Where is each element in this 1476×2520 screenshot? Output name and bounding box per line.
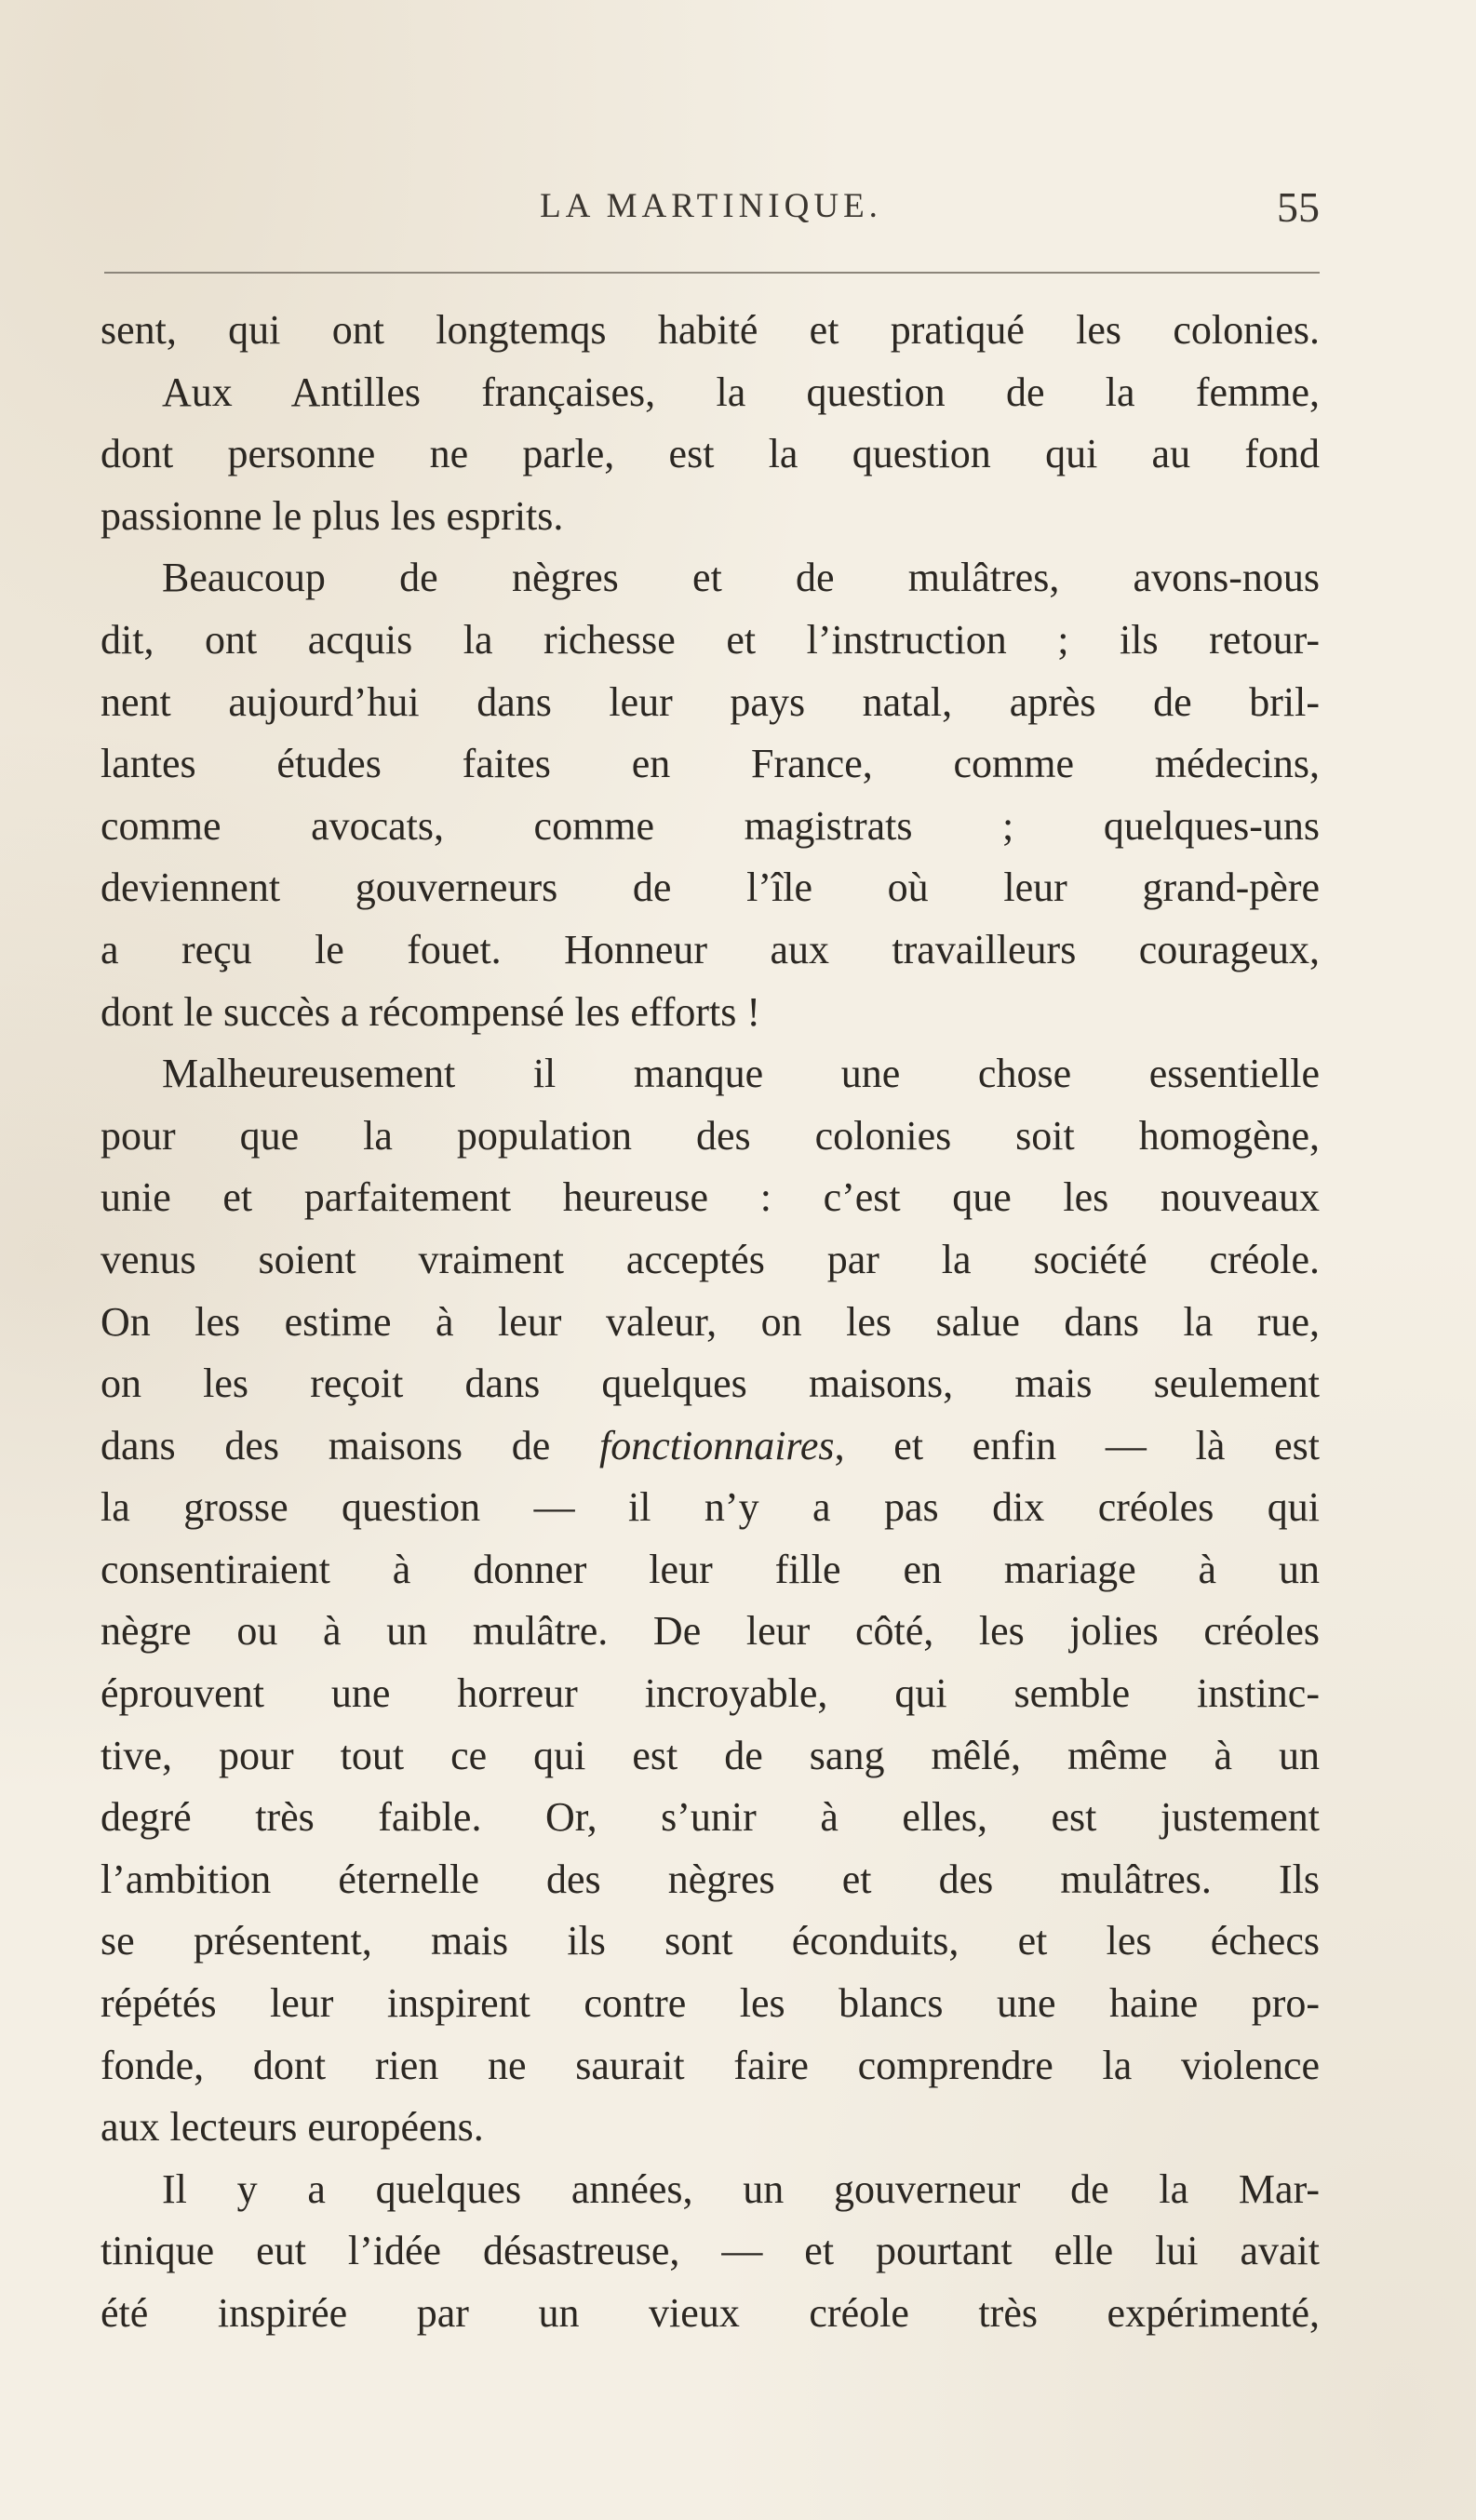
text-line: aux lecteurs européens. [101, 2104, 484, 2151]
text-line: dit, ont acquis la richesse et l’instruction ; ils retour- [101, 616, 1320, 663]
text-line: Malheureusement il manque une chose essentielle [162, 1051, 1320, 1097]
text-line: comme avocats, comme magistrats ; quelques-uns [101, 802, 1320, 849]
text-line: unie et parfaitement heureuse : c’est que les nouveaux [101, 1174, 1320, 1221]
text-line: dont personne ne parle, est la question qui au fond [101, 431, 1320, 477]
text-line: tive, pour tout ce qui est de sang mêlé, même à un [101, 1732, 1320, 1778]
text-line: tinique eut l’idée désastreuse, — et pourtant elle lui avait [101, 2228, 1320, 2274]
text-line: se présentent, mais ils sont éconduits, et les échecs [101, 1918, 1320, 1964]
text-line: passionne le plus les esprits. [101, 492, 564, 539]
running-title: LA MARTINIQUE. [540, 187, 882, 225]
text-line: dont le succès a récompensé les efforts ! [101, 988, 761, 1035]
text-line: pour que la population des colonies soit homogène, [101, 1112, 1320, 1159]
text-line: l’ambition éternelle des nègres et des mulâtres. Ils [101, 1856, 1320, 1902]
text-line: fonde, dont rien ne saurait faire comprendre la violence [101, 2042, 1320, 2088]
text-line: On les estime à leur valeur, on les salue dans la rue, [101, 1298, 1320, 1345]
text-line: nent aujourd’hui dans leur pays natal, après de bril- [101, 678, 1320, 725]
text-line: deviennent gouverneurs de l’île où leur grand-père [101, 865, 1320, 911]
text-line: Aux Antilles françaises, la question de la femme, [162, 369, 1320, 415]
text-line: nègre ou à un mulâtre. De leur côté, les jolies créoles [101, 1608, 1320, 1655]
text-line: degré très faible. Or, s’unir à elles, est justement [101, 1794, 1320, 1841]
body-text [101, 300, 1320, 2345]
text-line: sent, qui ont longtemqs habité et pratiqué les colonies. [101, 307, 1320, 353]
text-line: a reçu le fouet. Honneur aux travailleurs courageux, [101, 926, 1320, 972]
italic-word: fonctionnaires [598, 1422, 835, 1468]
text-line: venus soient vraiment acceptés par la société créole. [101, 1236, 1320, 1282]
text-line: été inspirée par un vieux créole très expérimenté, [101, 2290, 1320, 2336]
page-number: 55 [1277, 183, 1320, 231]
running-head [102, 183, 1320, 242]
text-line: répétés leur inspirent contre les blancs une haine pro- [101, 1980, 1320, 2027]
text-line: lantes études faites en France, comme médecins, [101, 741, 1320, 787]
header-rule [104, 272, 1320, 274]
text-line: la grosse question — il n’y a pas dix créoles qui [101, 1484, 1320, 1531]
text-line: Beaucoup de nègres et de mulâtres, avons-nous [162, 555, 1320, 601]
text-line: on les reçoit dans quelques maisons, mais seulement [101, 1361, 1320, 1407]
text-line: éprouvent une horreur incroyable, qui semble instinc- [101, 1670, 1320, 1717]
text-line: consentiraient à donner leur fille en mariage à un [101, 1546, 1320, 1592]
text-line: dans des maisons de fonctionnaires, et enfin — là est [101, 1422, 1320, 1468]
text-line: Il y a quelques années, un gouverneur de la Mar- [162, 2165, 1320, 2212]
